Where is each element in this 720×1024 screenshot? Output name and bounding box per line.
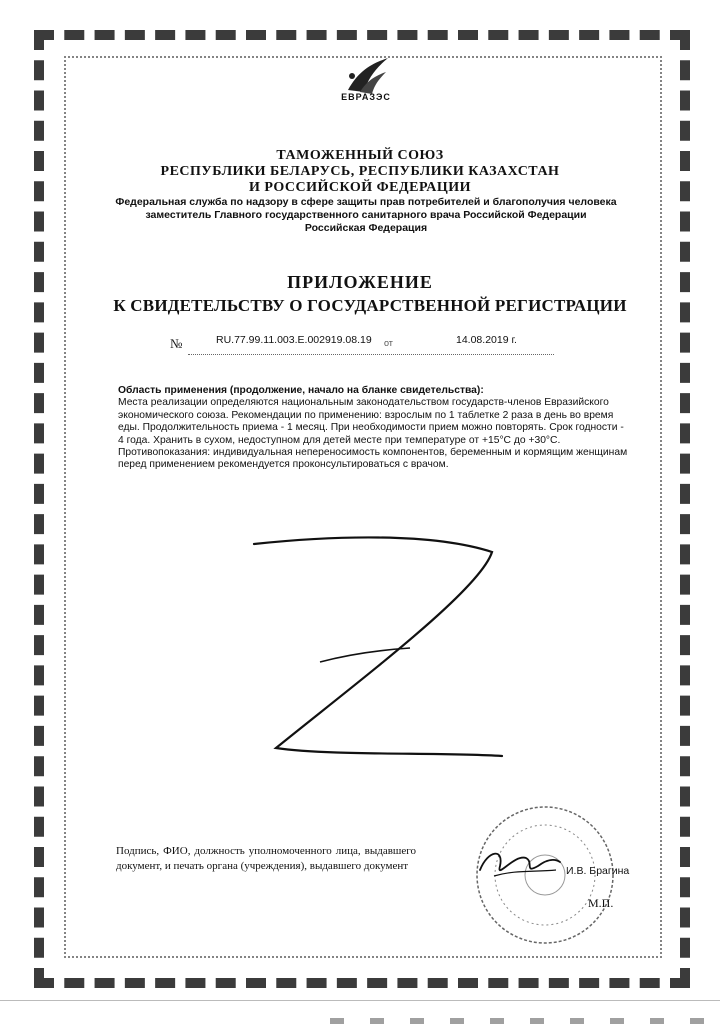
number-sign: № — [170, 336, 183, 351]
registration-date: 14.08.2019 г. — [456, 334, 517, 346]
z-cancellation-mark — [240, 530, 510, 780]
handwritten-signature — [474, 840, 564, 890]
document-subtitle: К СВИДЕТЕЛЬСТВУ О ГОСУДАРСТВЕННОЙ РЕГИСТРАЦИИ — [113, 296, 627, 315]
from-label: от — [384, 338, 393, 348]
registration-underline — [188, 354, 554, 355]
scan-artifact — [330, 1018, 710, 1024]
signer-name: И.В. Брагина — [566, 865, 630, 877]
authority-line-2: заместитель Главного государственного санитарного врача Российской Федерации — [145, 209, 587, 221]
document-title: ПРИЛОЖЕНИЕ — [287, 272, 433, 292]
header-line-1: ТАМОЖЕННЫЙ СОЮЗ — [276, 148, 444, 163]
header-line-2: РЕСПУБЛИКИ БЕЛАРУСЬ, РЕСПУБЛИКИ КАЗАХСТАН — [160, 164, 560, 179]
signature-caption: Подпись, ФИО, должность уполномоченного лица, выдавшего документ, и печать органа (учреждения), выдавшего документ — [116, 845, 416, 872]
area-text: Места реализации определяются национальным законодательством государств-членов Евразийского экономического союза. Рекомендации по применению: взрослым по 1 таблетке 2 раза в день во время еды. Продолжительность приема - 1 месяц. При необходимости прием можно повторять. Срок годности - 4 года. Хранить в сухом, недоступном для детей месте при температуре от +15°С до +30°С. Противопоказания: индивидуальная непереносимость компонентов, беременным и кормящим женщинам перед применением рекомендуется проконсультироваться с врачом. — [118, 397, 628, 471]
seal-place-label: М.П. — [588, 896, 614, 910]
area-title: Область применения (продолжение, начало на бланке свидетельства): — [118, 385, 484, 396]
authority-line-3: Российская Федерация — [304, 222, 428, 234]
authority-line-1: Федеральная служба по надзору в сфере защиты прав потребителей и благополучия человека — [115, 196, 617, 208]
header-line-3: И РОССИЙСКОЙ ФЕДЕРАЦИИ — [249, 180, 471, 195]
page-bottom-rule — [0, 1000, 720, 1001]
logo-text: ЕВРАЗЭС — [341, 92, 391, 102]
registration-number: RU.77.99.11.003.E.002919.08.19 — [216, 334, 372, 346]
application-area — [118, 385, 628, 472]
